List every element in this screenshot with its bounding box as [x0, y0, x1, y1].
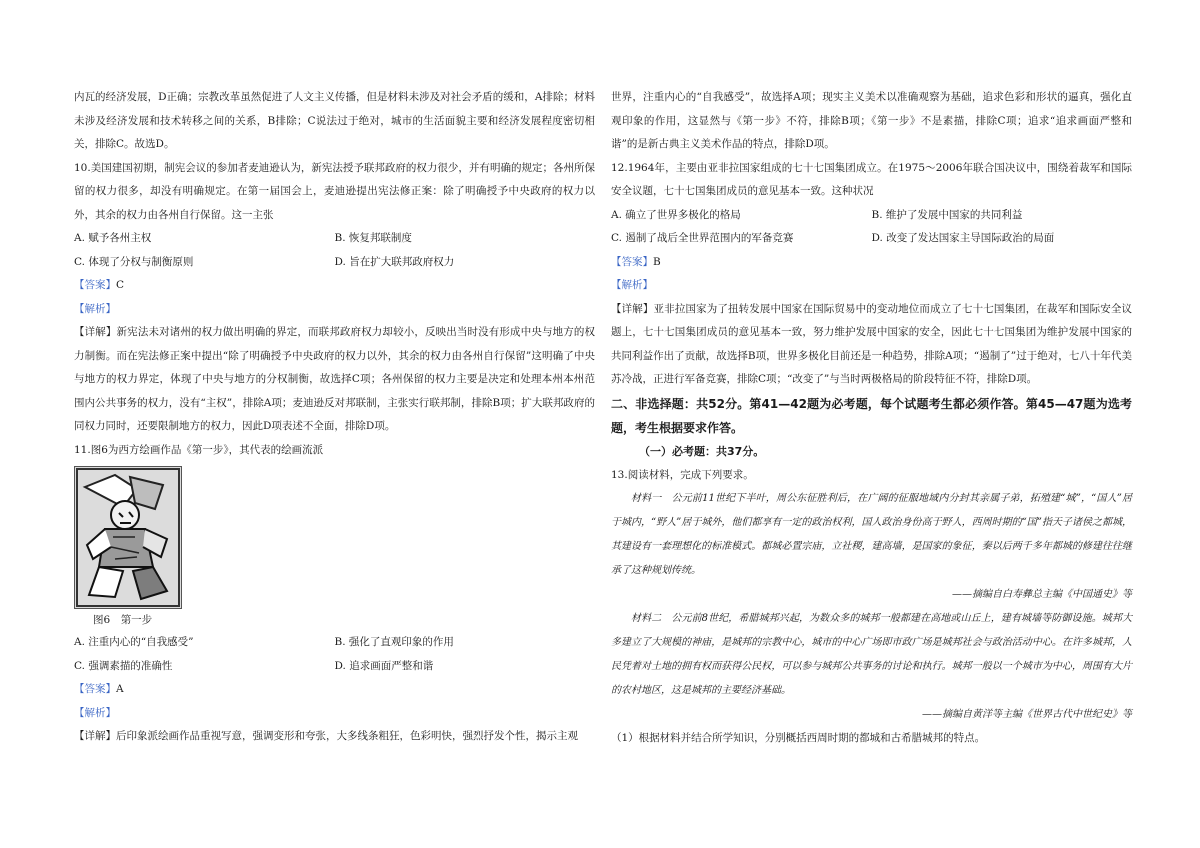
continued-paragraph: 内瓦的经济发展，D正确；宗教改革虽然促进了人文主义传播，但是材料未涉及对社会矛盾的缓和，A排除；材料未涉及经济发展和技术转移之间的关系，B排除；C说法过于绝对，城市的生活面貌主要和经济发展程度密切相关，排除C。故选D。 — [74, 91, 595, 150]
q10-answer — [74, 274, 595, 298]
answer-tag: 【答案】 — [611, 255, 653, 268]
q10-options — [74, 227, 595, 274]
q11-answer-value: A — [116, 683, 124, 695]
question-13 — [611, 464, 1132, 751]
q12-option-c: C. 遏制了战后全世界范围内的军备竞赛 — [611, 232, 794, 244]
question-12 — [611, 157, 1132, 392]
question-11 — [74, 439, 595, 749]
q12-option-d: D. 改变了发达国家主导国际政治的局面 — [871, 232, 1055, 244]
q10-detail — [74, 321, 595, 439]
figure-label: 图6 — [93, 614, 111, 626]
analysis-tag: 【解析】 — [74, 706, 116, 719]
figure-caption — [74, 609, 595, 631]
q11-analysis — [74, 702, 595, 726]
q10-option-d: D. 旨在扩大联邦政府权力 — [334, 255, 455, 268]
section-subheading: （一）必考题：共37分。 — [639, 444, 765, 458]
q13-stem: 13.阅读材料，完成下列要求。 — [611, 468, 754, 481]
section-heading: 二、非选择题：共52分。第41—42题为必考题，每个试题考生都必须作答。第45—47题为选考题，考生根据要求作答。 — [611, 396, 1132, 435]
q11-option-d: D. 追求画面严整和谐 — [334, 659, 434, 672]
analysis-tag: 【解析】 — [74, 302, 116, 315]
q12-answer — [611, 251, 1132, 275]
question-10 — [74, 157, 595, 439]
q12-answer-value: B — [653, 255, 661, 268]
q10-detail-text: 新宪法未对诸州的权力做出明确的界定，而联邦政府权力却较小，反映出当时没有形成中央与地方的权力制衡。而在宪法修正案中提出“除了明确授予中央政府的权力以外，其余的权力由各州自行保留”这明确了中央与地方的权力界定，体现了中央与地方的分权制衡，故选择C项；各州保留的权力主要是决定和处理本州本州范围内公共事务的权力，没有“主权”，排除A项；麦迪逊反对邦联制，主张实行联邦制，排除B项；扩大联邦政府的同权力同时，还要限制地方的权力，因此D项表述不全面，排除D项。 — [74, 326, 596, 432]
q12-detail — [611, 298, 1132, 392]
q11-answer — [74, 678, 595, 702]
q12-options — [611, 204, 1132, 251]
answer-tag: 【答案】 — [74, 683, 116, 695]
q10-option-b: B. 恢复邦联制度 — [334, 232, 412, 244]
right-column — [611, 86, 1132, 751]
q10-analysis — [74, 298, 595, 322]
material-2-source: ——摘编自黄洋等主编《世界古代中世纪史》等 — [922, 709, 1132, 720]
q10-answer-value: C — [116, 279, 125, 291]
q11-detail-text: 后印象派绘画作品重视写意，强调变形和夸张，大多线条粗狂，色彩明快，强烈抒发个性，揭示主观 — [116, 730, 578, 742]
analysis-tag: 【解析】 — [611, 279, 653, 291]
material-2: 材料二 公元前8世纪，希腊城邦兴起，为数众多的城邦一般都建在高地或山丘上，建有城墙等防御设施。城邦大多建立了大规模的神庙，是城邦的宗教中心，城市的中心广场即市政广场是城邦社会与政治活动中心。在许多城邦，人民凭着对土地的拥有权而获得公民权，可以参与城邦公共事务的讨论和执行。城邦一般以一个城市为中心，周围有大片的农村地区，这是城邦的主要经济基础。 — [611, 613, 1132, 696]
detail-tag: 【详解】 — [74, 326, 117, 338]
material-1: 材料一 公元前11世纪下半叶，周公东征胜利后，在广阔的征服地域内分封其亲属子弟，拓殖建“城”，“国人”居于城内，“野人”居于城外，他们都享有一定的政治权利，国人政治身份高于野人，西周时期的“国”指天子诸侯之都城，其建设有一套理想化的标准模式。都城必置宗庙，立社稷，建高墙，是国家的象征，秦以后两千多年都城的修建往往继承了这种规划传统。 — [611, 493, 1132, 576]
continued-paragraph: 世界，注重内心的“自我感受”，故选择A项；现实主义美术以准确观察为基础，追求色彩和形状的逼真，强化直观印象的作用，这显然与《第一步》不符，排除B项；《第一步》不是素描，排除C项；追求“追求画面严整和谐”的是新古典主义美术作品的特点，排除D项。 — [611, 91, 1132, 150]
q12-analysis — [611, 274, 1132, 298]
q12-option-a: A. 确立了世界多极化的格局 — [611, 208, 741, 221]
q11-option-a: A. 注重内心的“自我感受” — [74, 636, 194, 648]
q13-sub-question-1: （1）根据材料并结合所学知识，分别概括西周时期的都城和古希腊城邦的特点。 — [611, 732, 986, 744]
figure-title: 第一步 — [120, 614, 153, 626]
q10-stem: 10.美国建国初期，制宪会议的参加者麦迪逊认为，新宪法授予联邦政府的权力很少，并有明确的规定；各州所保留的权力很多，却没有明确规定。在第一届国会上，麦迪逊提出宪法修正案：除了明确授予中央政府的权力以外，其余的权力由各州自行保留。这一主张 — [74, 161, 595, 221]
q11-stem: 11.图6为西方绘画作品《第一步》，其代表的绘画流派 — [74, 443, 324, 456]
q12-option-b: B. 维护了发展中国家的共同利益 — [871, 208, 1023, 221]
answer-tag: 【答案】 — [74, 279, 116, 291]
q11-option-c: C. 强调素描的准确性 — [74, 659, 173, 672]
q11-option-b: B. 强化了直观印象的作用 — [334, 636, 454, 648]
q12-detail-text: 亚非拉国家为了扭转发展中国家在国际贸易中的变动地位而成立了七十七国集团，在裁军和国际安全议题上，七十七国集团成员的意见基本一致，努力维护发展中国家的安全，因此七十七国集团为维护发展中国家的共同利益作出了贡献，故选择B项，世界多极化目前还是一种趋势，排除A项；“遏制了”过于绝对，七八十年代美苏冷战，正进行军备竞赛，排除C项；“改变了”与当时两极格局的阶段特征不符，排除D项。 — [611, 302, 1133, 385]
detail-tag: 【详解】 — [74, 730, 116, 742]
material-1-source: ——摘编自白寿彝总主编《中国通史》等 — [952, 589, 1132, 600]
q11-options — [74, 631, 595, 678]
detail-tag: 【详解】 — [611, 302, 654, 315]
painting-image — [74, 466, 182, 609]
q11-detail — [74, 725, 595, 749]
q10-option-a: A. 赋予各州主权 — [74, 232, 152, 244]
q12-stem: 12.1964年，主要由亚非拉国家组成的七十七国集团成立。在1975～2006年联合国决议中，围绕着裁军和国际安全议题，七十七国集团成员的意见基本一致。这种状况 — [611, 161, 1132, 197]
q10-option-c: C. 体现了分权与制衡原则 — [74, 255, 194, 268]
left-column — [74, 86, 595, 749]
